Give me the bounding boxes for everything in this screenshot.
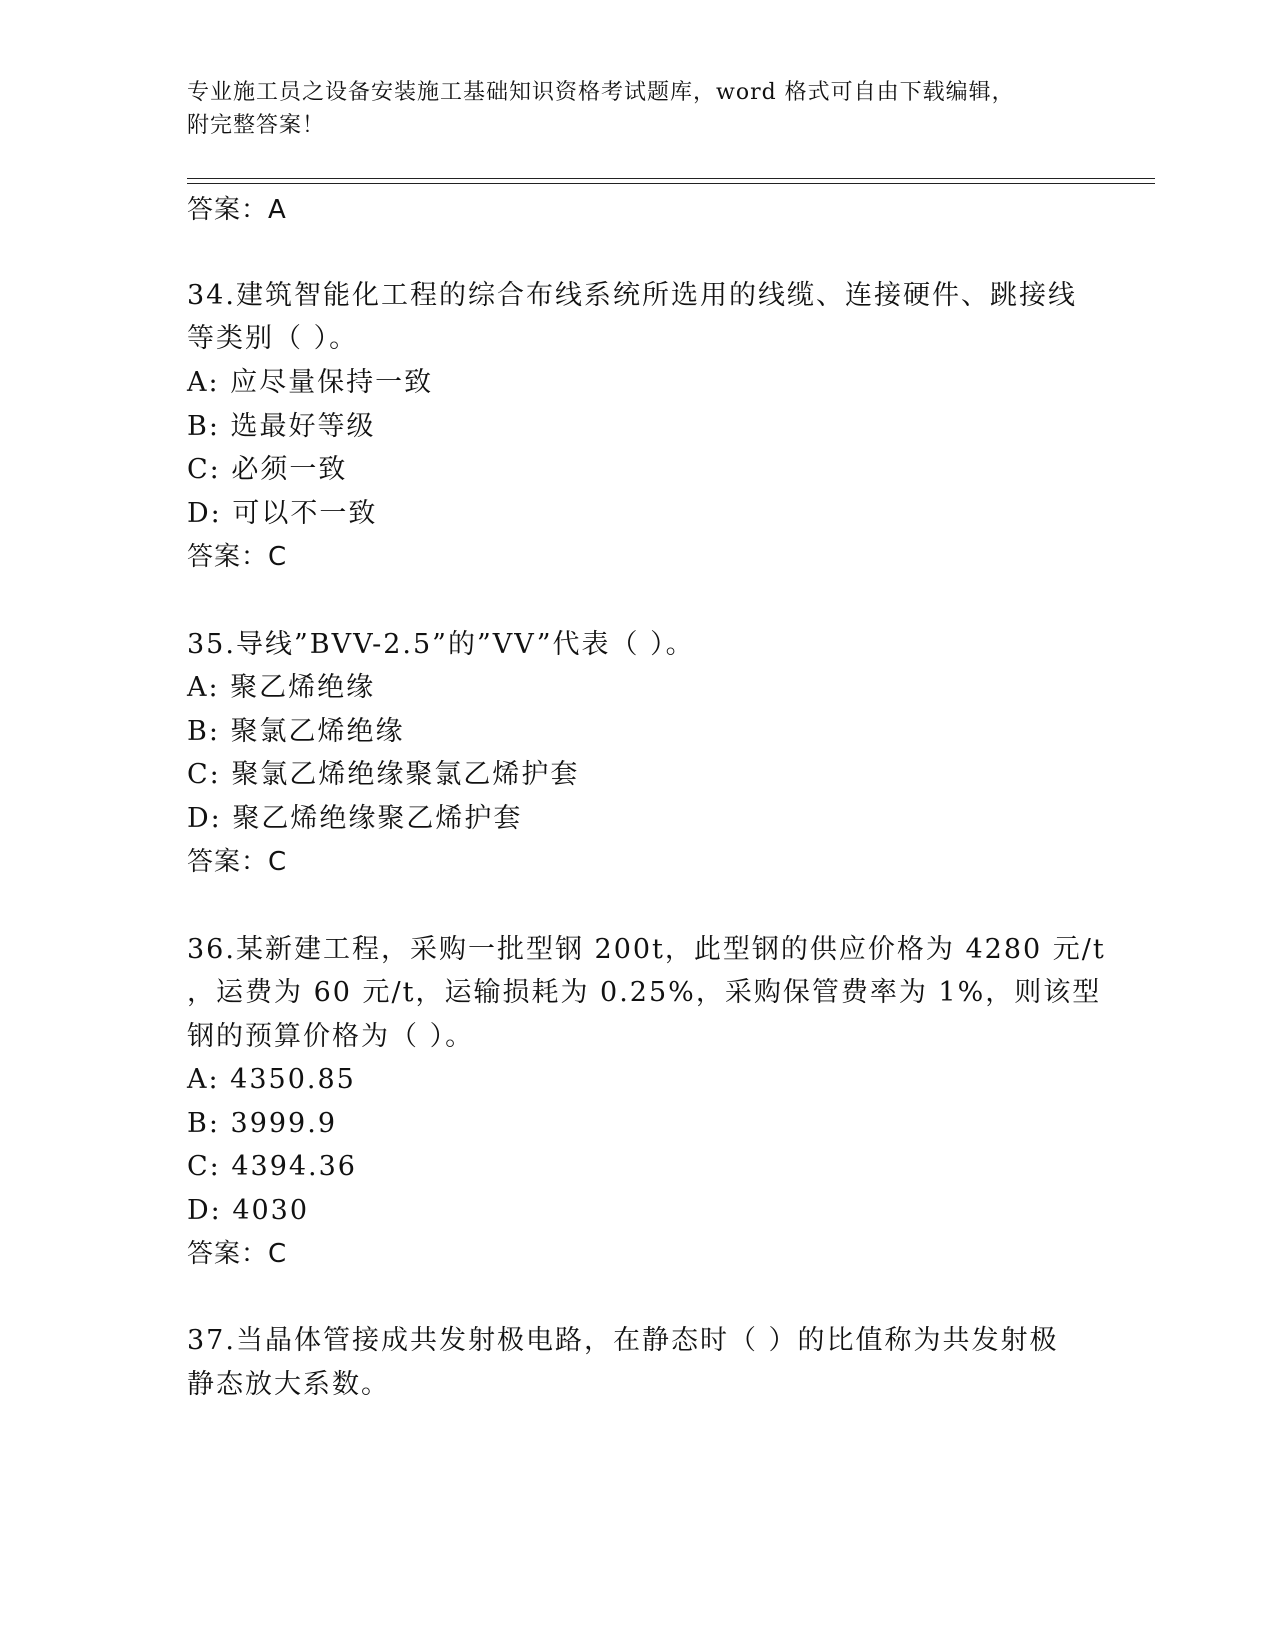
question-34-option-d: D: 可以不一致 xyxy=(187,498,378,529)
question-35-option-d: D: 聚乙烯绝缘聚乙烯护套 xyxy=(187,803,523,834)
question-34-answer: 答案：C xyxy=(187,542,288,572)
question-36-text-line-2: ，运费为 60 元/t，运输损耗为 0.25%，采购保管费率为 1%，则该型 xyxy=(187,977,1102,1008)
question-36-option-d: D: 4030 xyxy=(187,1195,310,1226)
question-35-option-a: A: 聚乙烯绝缘 xyxy=(187,672,376,703)
header-rule-bottom xyxy=(187,183,1155,184)
header-line-1: 专业施工员之设备安装施工基础知识资格考试题库，word 格式可自由下载编辑， xyxy=(187,80,1015,105)
question-35-option-b: B: 聚氯乙烯绝缘 xyxy=(187,716,405,747)
question-34-text-line-1: 34.建筑智能化工程的综合布线系统所选用的线缆、连接硬件、跳接线 xyxy=(187,280,1077,311)
question-34-option-c: C: 必须一致 xyxy=(187,454,348,485)
question-37-text-line-2: 静态放大系数。 xyxy=(187,1369,390,1400)
question-36-option-b: B: 3999.9 xyxy=(187,1108,337,1139)
question-35-option-c: C: 聚氯乙烯绝缘聚氯乙烯护套 xyxy=(187,759,580,790)
question-36-answer: 答案：C xyxy=(187,1239,288,1269)
header-rule-top xyxy=(187,178,1155,179)
question-34-option-b: B: 选最好等级 xyxy=(187,411,376,442)
question-35-text-line-1: 35.导线”BVV-2.5”的”VV”代表（ ）。 xyxy=(187,629,695,660)
header-line-2: 附完整答案！ xyxy=(187,113,326,138)
question-35-answer: 答案：C xyxy=(187,847,288,877)
question-36-option-a: A: 4350.85 xyxy=(187,1064,356,1095)
question-37-text-line-1: 37.当晶体管接成共发射极电路，在静态时（ ）的比值称为共发射极 xyxy=(187,1325,1059,1356)
question-36-option-c: C: 4394.36 xyxy=(187,1151,357,1182)
question-36-text-line-3: 钢的预算价格为（ ）。 xyxy=(187,1021,475,1052)
document-header xyxy=(187,76,1077,142)
previous-answer: 答案：A xyxy=(187,195,287,225)
question-34-option-a: A: 应尽量保持一致 xyxy=(187,367,434,398)
question-34-text-line-2: 等类别（ ）。 xyxy=(187,323,359,354)
question-36-text-line-1: 36.某新建工程，采购一批型钢 200t，此型钢的供应价格为 4280 元/t xyxy=(187,934,1106,965)
